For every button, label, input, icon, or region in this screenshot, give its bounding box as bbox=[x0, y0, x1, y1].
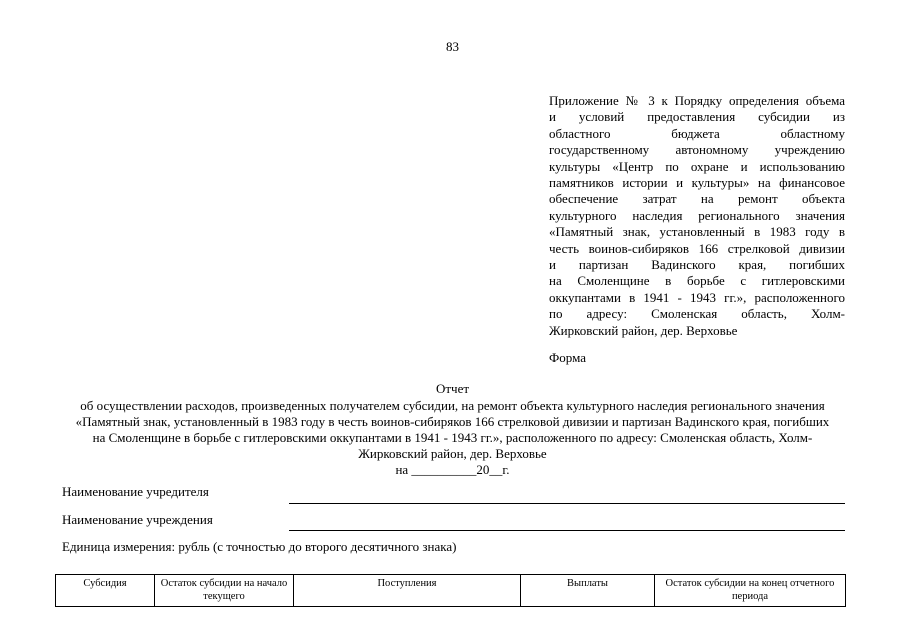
appendix-line: оккупантами в 1941 - 1943 гг.», расположенного bbox=[549, 289, 845, 305]
institution-label: Наименование учреждения bbox=[62, 512, 213, 527]
report-subtitle-line: Жирковский район, дер. Верховье bbox=[358, 446, 547, 461]
report-table bbox=[55, 574, 846, 607]
table-header-cell: Остаток субсидии на конец отчетного периода bbox=[655, 575, 846, 607]
table-header-cell: Выплаты bbox=[521, 575, 655, 607]
report-subtitle bbox=[30, 398, 875, 462]
appendix-line: по адресу: Смоленская область, Холм- bbox=[549, 306, 845, 322]
appendix-line: культуры «Центр по охране и использованию bbox=[549, 158, 845, 174]
report-subtitle-line: на Смоленщине в борьбе с гитлеровскими оккупантами в 1941 - 1943 гг.», расположенного по адресу: Смоленская область, Холм- bbox=[92, 430, 813, 445]
table-header-cell: Остаток субсидии на начало текущего bbox=[155, 575, 294, 607]
appendix-line: честь воинов-сибиряков 166 стрелковой дивизии bbox=[549, 240, 845, 256]
report-subtitle-line: об осуществлении расходов, произведенных получателем субсидии, на ремонт объекта культурного наследия регионального значения bbox=[80, 398, 825, 413]
founder-label: Наименование учредителя bbox=[62, 484, 209, 499]
institution-fill-line bbox=[289, 530, 845, 531]
appendix-line: и партизан Вадинского края, погибших bbox=[549, 257, 845, 273]
founder-fill-line bbox=[289, 503, 845, 504]
appendix-line: областного бюджета областному bbox=[549, 125, 845, 141]
appendix-line: памятников истории и культуры» на финансовое bbox=[549, 175, 845, 191]
appendix-block bbox=[549, 93, 845, 339]
appendix-line: Жирковский район, дер. Верховье bbox=[549, 322, 738, 338]
report-date-line: на __________20__г. bbox=[395, 462, 510, 477]
units-label: Единица измерения: рубль (с точностью до второго десятичного знака) bbox=[62, 539, 457, 554]
table-header-row bbox=[56, 575, 846, 607]
appendix-line: на Смоленщине в борьбе с гитлеровскими bbox=[549, 273, 845, 289]
table-header-cell: Субсидия bbox=[56, 575, 155, 607]
report-subtitle-line: «Памятный знак, установленный в 1983 году в честь воинов-сибиряков 166 стрелковой дивизии и партизан Вадинского края, погибших bbox=[75, 414, 830, 429]
table-header-cell: Поступления bbox=[294, 575, 521, 607]
appendix-line: обеспечение затрат на ремонт объекта bbox=[549, 191, 845, 207]
appendix-line: и условий предоставления субсидии из bbox=[549, 109, 845, 125]
appendix-line: государственному автономному учреждению bbox=[549, 142, 845, 158]
form-label: Форма bbox=[549, 350, 586, 365]
appendix-line: культурного наследия регионального значения bbox=[549, 207, 845, 223]
appendix-line: «Памятный знак, установленный в 1983 году в bbox=[549, 224, 845, 240]
page-number: 83 bbox=[446, 39, 459, 54]
appendix-line: Приложение № 3 к Порядку определения объема bbox=[549, 93, 845, 108]
report-title: Отчет bbox=[435, 381, 470, 396]
